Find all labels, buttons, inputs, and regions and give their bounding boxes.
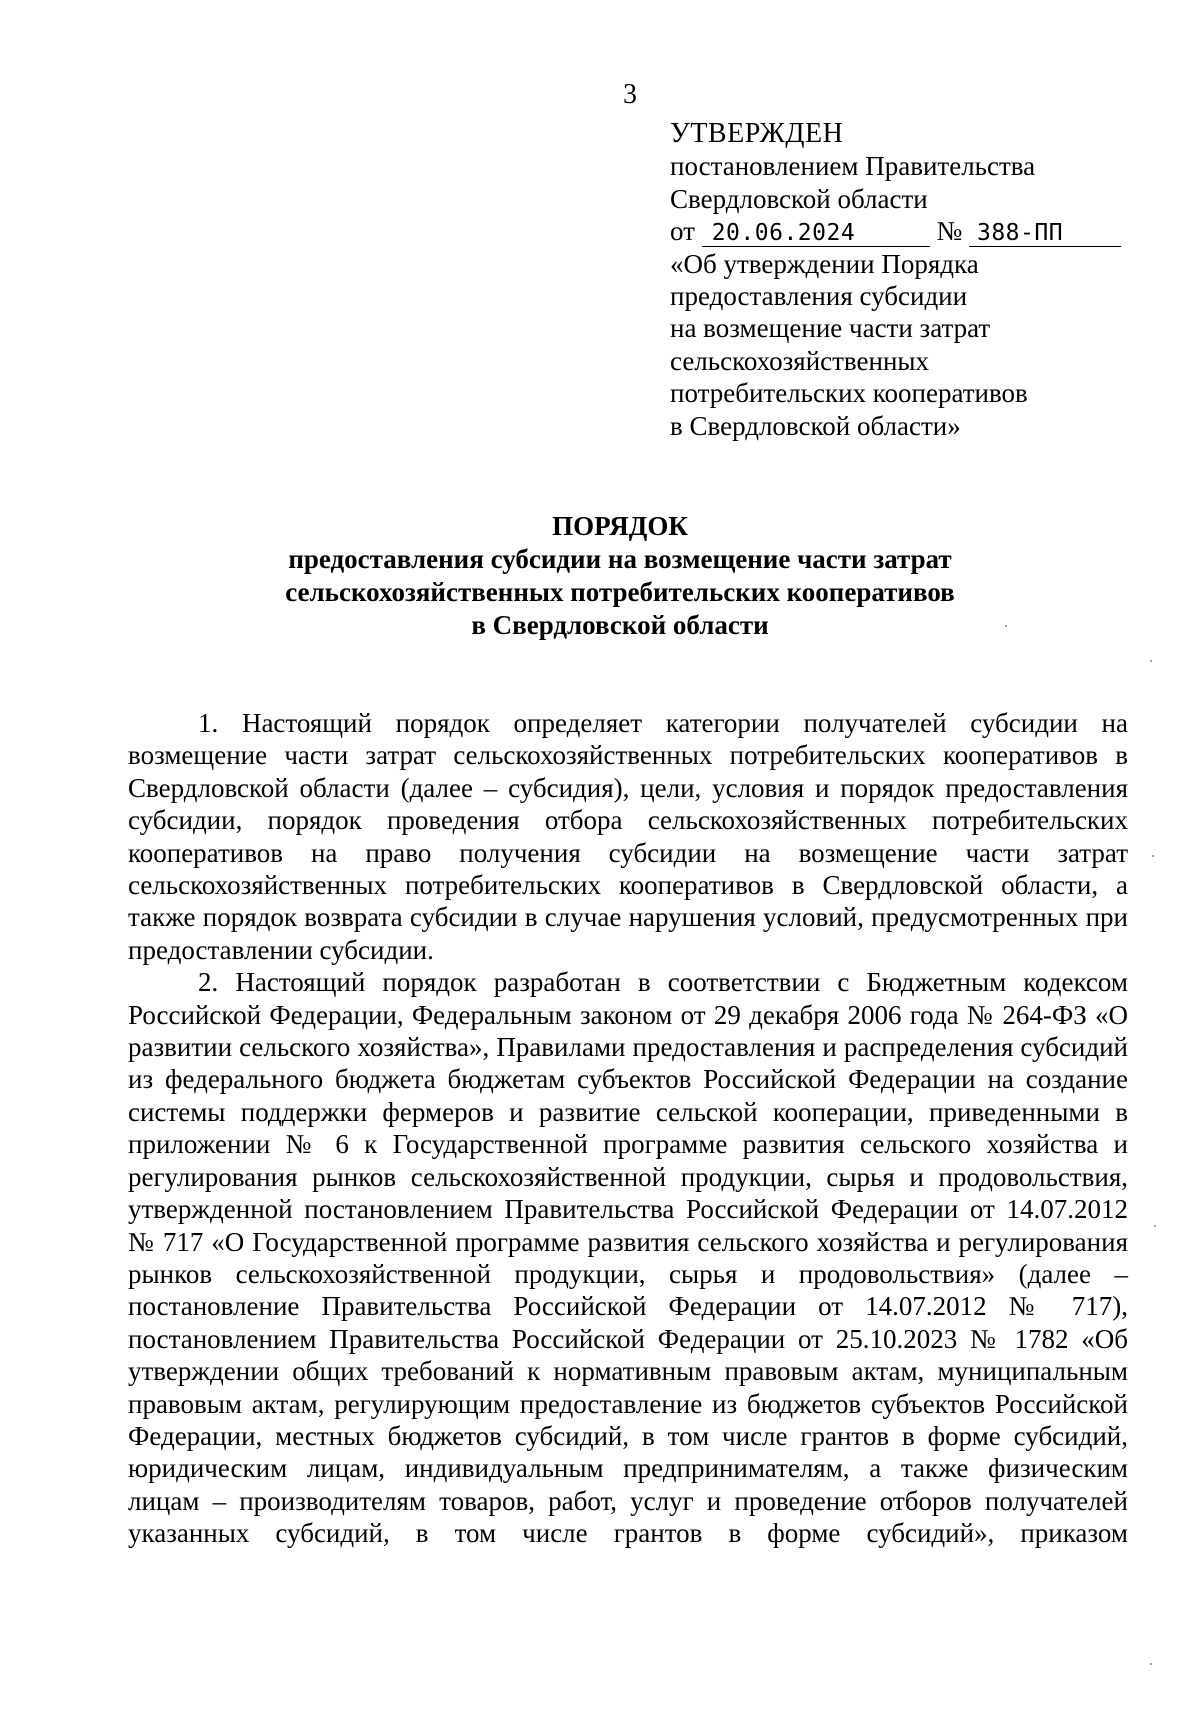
- approval-subject-line: сельскохозяйственных: [670, 345, 930, 376]
- document-title: [200, 510, 1040, 642]
- approval-subject-line: предоставления субсидии: [670, 281, 968, 312]
- approval-line: Свердловской области: [670, 183, 928, 214]
- date-field: [702, 218, 930, 247]
- date-prefix: от: [670, 216, 695, 247]
- approval-date-number: [670, 215, 1150, 247]
- date-value: 20.06.2024: [711, 220, 856, 247]
- number-value: 388-ПП: [976, 220, 1064, 247]
- approval-stamp: УТВЕРЖДЕН: [670, 118, 844, 149]
- scan-speck: [1150, 660, 1152, 662]
- paragraph-2: 2. Настоящий порядок разработан в соответствии с Бюджетным кодексом Российской Федерации, Федеральным законом от 29 декабря 2006 года № 264-ФЗ «О развитии сельского хозяйства», Правилами предоставления и распределения субсидий из федерального бюджета бюджетам субъектов Российской Федерации на создание системы поддержки фермеров и развитие сельской кооперации, приведенными в приложении № 6 к Государственной программе развития сельского хозяйства и регулирования рынков сельскохозяйственной продукции, сырья и продовольствия, утвержденной постановлением Правительства Российской Федерации от 14.07.2012 № 717 «О Государственной программе развития сельского хозяйства и регулирования рынков сельскохозяйственной продукции, сырья и продовольствия» (далее – постановление Правительства Российской Федерации от 14.07.2012 № 717), постановлением Правительства Российской Федерации от 25.10.2023 № 1782 «Об утверждении общих требований к нормативным правовым актам, муниципальным правовым актам, регулирующим предоставление из бюджетов субъектов Российской Федерации, местных бюджетов субсидий, в том числе грантов в форме субсидий, юридическим лицам, индивидуальным предпринимателям, а также физическим лицам – производителям товаров, работ, услуг и проведение отборов получателей указанных субсидий, в том числе грантов в форме субсидий», приказом: [128, 967, 1128, 1549]
- page-number: 3: [623, 79, 637, 110]
- approval-subject-line: на возмещение части затрат: [670, 313, 991, 344]
- approval-block: [670, 118, 1150, 442]
- approval-line: постановлением Правительства: [670, 151, 1036, 182]
- number-field: [969, 218, 1121, 247]
- scan-speck: [1005, 625, 1007, 627]
- scan-speck: [1154, 1225, 1156, 1227]
- title-subtitle-line: сельскохозяйственных потребительских кооперативов: [285, 577, 955, 607]
- approval-subject-line: потребительских кооперативов: [670, 378, 1028, 409]
- document-body: [128, 707, 1128, 1550]
- scan-speck: [1150, 1663, 1152, 1665]
- number-prefix: №: [936, 216, 963, 247]
- scan-speck: [1152, 855, 1154, 857]
- approval-subject-line: «Об утверждении Порядка: [670, 248, 979, 279]
- title-subtitle-line: в Свердловской области: [471, 610, 769, 640]
- title-subtitle-line: предоставления субсидии на возмещение части затрат: [288, 544, 952, 574]
- paragraph-1: 1. Настоящий порядок определяет категории получателей субсидии на возмещение части затрат сельскохозяйственных потребительских кооперативов в Свердловской области (далее – субсидия), цели, условия и порядок предоставления субсидии, порядок проведения отбора сельскохозяйственных потребительских кооперативов на право получения субсидии на возмещение части затрат сельскохозяйственных потребительских кооперативов в Свердловской области, а также порядок возврата субсидии в случае нарушения условий, предусмотренных при предоставлении субсидии.: [128, 708, 1128, 965]
- title-heading: ПОРЯДОК: [552, 511, 688, 541]
- approval-subject-line: в Свердловской области»: [670, 410, 961, 441]
